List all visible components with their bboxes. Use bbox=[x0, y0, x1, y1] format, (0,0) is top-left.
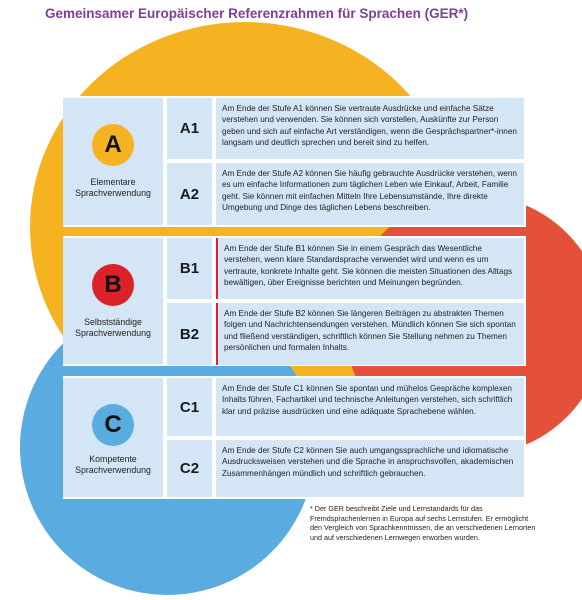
level-label-line2: Sprachverwendung bbox=[75, 188, 151, 198]
level-text-c1: Am Ende der Stufe C1 können Sie spontan und mühelos Gespräche komplexen Inhalts führen, Fachartikel und technische Anleitungen verstehen, sich schriftlich klar und präzise ausdrücken und eine adäquate Sprachebene wählen. bbox=[216, 378, 524, 436]
level-badge-a: A bbox=[92, 124, 134, 166]
level-label-line1: Elementare bbox=[90, 177, 136, 187]
level-code-a2: A2 bbox=[167, 163, 212, 225]
level-code-c2: C2 bbox=[167, 440, 212, 497]
level-text-c2: Am Ende der Stufe C2 können Sie auch umgangssprachliche und idiomatische Ausdrucksweisen verstehen und die Sprache in anspruchsvollen, akademischen Zusammenhängen mündlich und schriftlich gebrauchen. bbox=[216, 440, 524, 497]
level-description bbox=[63, 317, 163, 339]
level-block-b bbox=[63, 236, 526, 366]
level-label-line1: Kompetente bbox=[89, 454, 137, 464]
level-label-line1: Selbstständige bbox=[84, 317, 142, 327]
level-label-cell bbox=[63, 98, 163, 225]
page-title: Gemeinsamer Europäischer Referenzrahmen für Sprachen (GER*) bbox=[45, 6, 469, 21]
level-code-c1: C1 bbox=[167, 378, 212, 436]
level-code-a1: A1 bbox=[167, 98, 212, 159]
level-text-b1: Am Ende der Stufe B1 können Sie in einem Gespräch das Wesentliche verstehen, wenn klare Standardsprache verwendet wird und wenn es um vertraute, konkrete Inhalte geht. Sie können die meisten Situationen des Alltags bewältigen, über Ereignisse berichten und Meinungen begründen. bbox=[216, 238, 524, 299]
level-label-line2: Sprachverwendung bbox=[75, 328, 151, 338]
level-label-cell bbox=[63, 238, 163, 364]
level-block-c bbox=[63, 376, 526, 499]
level-label-cell bbox=[63, 378, 163, 497]
level-badge-c: C bbox=[92, 404, 134, 446]
level-code-b1: B1 bbox=[167, 238, 212, 299]
level-block-a bbox=[63, 96, 526, 227]
level-code-b2: B2 bbox=[167, 303, 212, 365]
level-badge-b: B bbox=[92, 264, 134, 306]
level-text-a2: Am Ende der Stufe A2 können Sie häufig gebrauchte Ausdrücke verstehen, wenn es um einfache Informationen zum täglichen Leben wie Einkauf, Arbeit, Familie geht. Sie können mit einfachen Mitteln Ihre Lebensumstände, Ihre direkte Umgebung und Dinge des täglichen Lebens beschreiben. bbox=[216, 163, 524, 225]
level-text-b2: Am Ende der Stufe B2 können Sie längeren Beiträgen zu abstrakten Themen folgen und Nachrichtensendungen verstehen. Mündlich können Sie sich spontan und fließend verständigen, schriftlich können Sie Stellung nehmen zu Themen persönlichen und formalen Inhalts. bbox=[216, 303, 524, 365]
level-description bbox=[63, 454, 163, 476]
footnote: * Der GER beschreibt Ziele und Lernstandards für das Fremdsprachenlernen in Europa auf sechs Lernstufen. Er ermöglicht den Vergleich von Sprachkenntnissen, die an verschiedenen Lernorten und auf verschiedenen Lernwegen erworben wurden. bbox=[310, 504, 536, 542]
level-label-line2: Sprachverwendung bbox=[75, 465, 151, 475]
level-description bbox=[63, 177, 163, 199]
level-text-a1: Am Ende der Stufe A1 können Sie vertraute Ausdrücke und einfache Sätze verstehen und verwenden. Sie können sich vorstellen, Auskünfte zur Person geben und sich auf einfache Art verständigen, wenn die Gesprächspartner*-innen langsam und deutlich sprechen und bereit sind zu helfen. bbox=[216, 98, 524, 159]
